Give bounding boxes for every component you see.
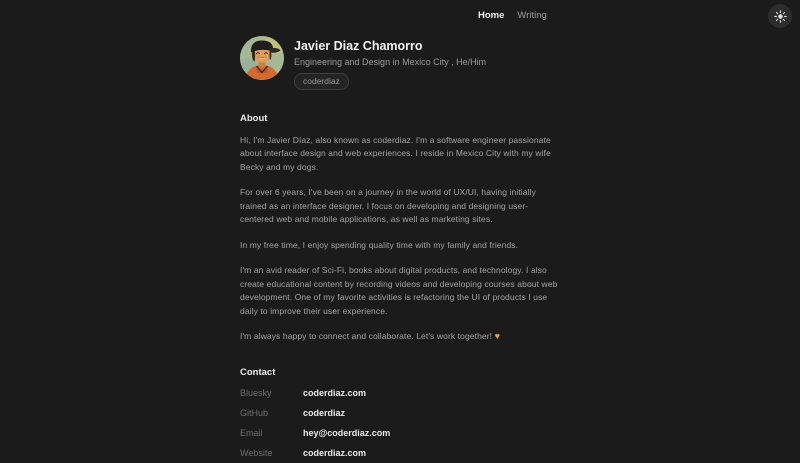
about-paragraph: Hi, I'm Javier Díaz, also known as coderdiaz. I'm a software engineer passionate about interface design and web experiences. I reside in Mexico City with my wife Becky and my dogs.	[240, 134, 551, 172]
contact-row-bluesky	[240, 383, 560, 403]
profile-tagline: Engineering and Design in Mexico City , He/Him	[294, 57, 487, 67]
nav-links	[478, 10, 547, 22]
contact-row-website	[240, 443, 560, 463]
about-paragraph: I'm always happy to connect and collaborate. Let's work together! ♥	[240, 331, 501, 341]
nav-item-writing[interactable]: Writing	[517, 10, 547, 21]
profile-info	[294, 36, 486, 90]
about-paragraph: I'm an avid reader of Sci-Fi, books about digital products, and technology. I also create educational content by recording videos and developing courses about web development. One of my favorite activities is refactoring the UI of products I use daily to improve their user experience.	[240, 265, 558, 316]
sun-icon	[774, 10, 787, 23]
contact-link-website[interactable]: coderdiaz.com	[303, 447, 367, 458]
contact-label: Website	[240, 447, 273, 458]
contact-heading: Contact	[240, 366, 276, 378]
nav-item-home[interactable]: Home	[478, 10, 505, 21]
contact-label: Bluesky	[240, 387, 272, 398]
about-section	[240, 113, 560, 344]
contact-link-bluesky[interactable]: coderdiaz.com	[303, 387, 367, 398]
username-badge: coderdiaz	[294, 73, 349, 90]
top-nav	[0, 0, 800, 34]
about-paragraph: For over 6 years, I've been on a journey in the world of UX/UI, having initially trained as an interface designer. I focus on developing and designing user-centered web and mobile applications, as well as marketing sites.	[240, 187, 536, 224]
theme-toggle-button[interactable]	[768, 4, 792, 28]
profile-name: Javier Diaz Chamorro	[294, 39, 423, 53]
profile-section	[240, 36, 560, 90]
contact-link-github[interactable]: coderdiaz	[303, 407, 346, 418]
contact-label: Email	[240, 427, 263, 438]
contact-row-github	[240, 403, 560, 423]
contact-row-email	[240, 423, 560, 443]
contact-rows	[240, 383, 560, 463]
about-heading: About	[240, 112, 268, 124]
contact-section	[240, 367, 560, 463]
avatar	[240, 36, 284, 80]
main-content	[240, 36, 560, 463]
contact-link-email[interactable]: hey@coderdiaz.com	[303, 427, 391, 438]
contact-label: GitHub	[240, 407, 269, 418]
orange-heart-emoji: ♥	[494, 331, 501, 341]
about-paragraph: In my free time, I enjoy spending quality time with my family and friends.	[240, 239, 519, 250]
